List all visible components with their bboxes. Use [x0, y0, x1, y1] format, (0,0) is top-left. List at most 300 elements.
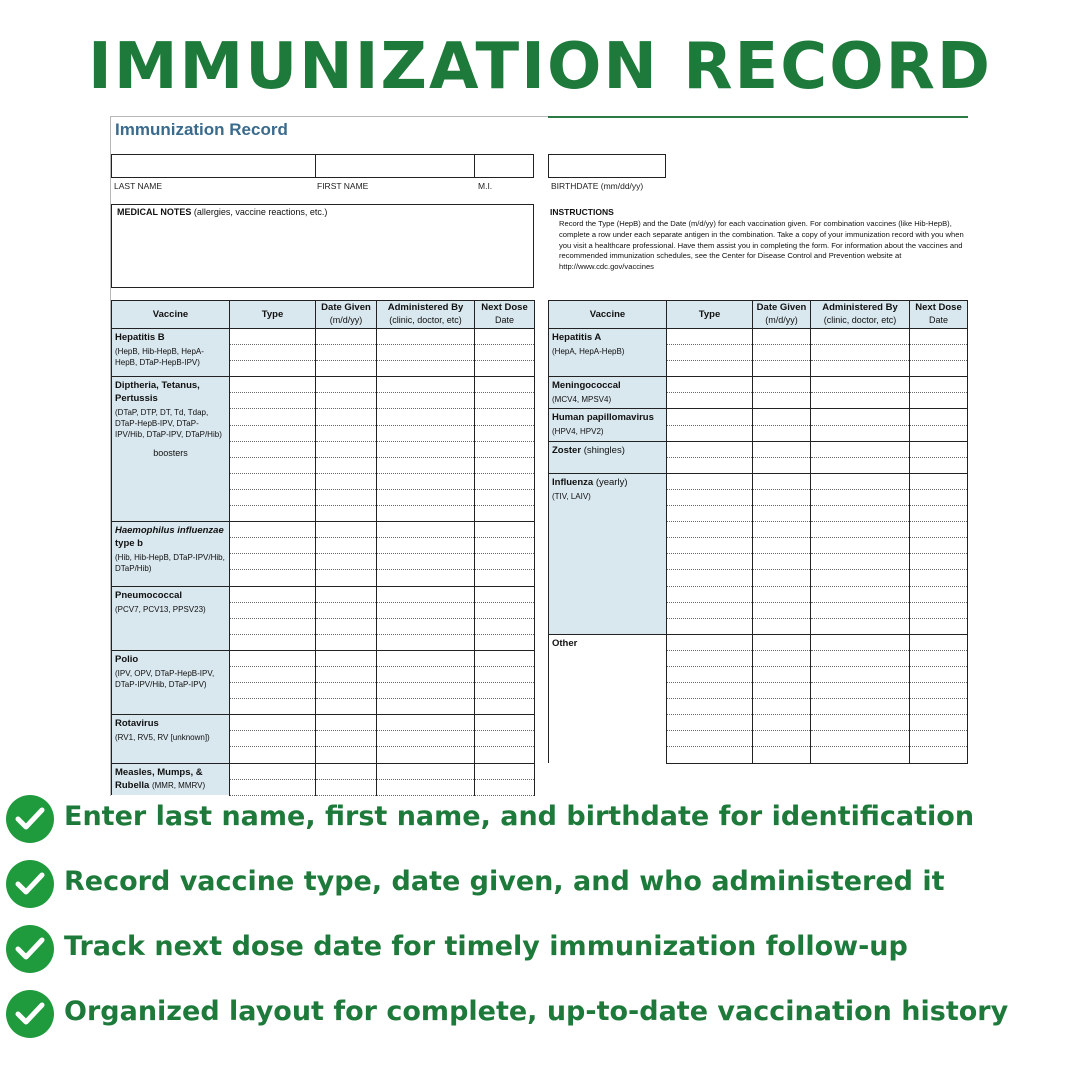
administered-by-cell[interactable]: [377, 361, 475, 377]
date-given-cell[interactable]: [753, 747, 811, 763]
date-given-cell[interactable]: [316, 489, 377, 505]
next-dose-cell[interactable]: [910, 489, 968, 505]
next-dose-cell[interactable]: [475, 329, 535, 345]
next-dose-cell[interactable]: [475, 779, 535, 795]
vaccine-name-text: Human papillomavirus: [552, 412, 654, 424]
next-dose-cell[interactable]: [910, 666, 968, 682]
next-dose-cell[interactable]: [475, 409, 535, 425]
administered-by-cell[interactable]: [811, 425, 910, 441]
next-dose-cell[interactable]: [475, 747, 535, 763]
type-cell[interactable]: [667, 618, 753, 634]
next-dose-cell[interactable]: [910, 586, 968, 602]
date-given-cell[interactable]: [316, 361, 377, 377]
type-cell[interactable]: [667, 473, 753, 489]
administered-by-cell[interactable]: [377, 779, 475, 795]
next-dose-cell[interactable]: [910, 457, 968, 473]
next-dose-cell[interactable]: [910, 329, 968, 345]
administered-by-cell[interactable]: [377, 570, 475, 586]
vaccine-name: [552, 411, 663, 424]
date-given-cell[interactable]: [753, 329, 811, 345]
vaccine-name-text: Hepatitis A: [552, 332, 602, 343]
administered-by-cell[interactable]: [811, 457, 910, 473]
administered-by-cell[interactable]: [377, 457, 475, 473]
mi-field[interactable]: [474, 154, 534, 178]
next-dose-cell[interactable]: [475, 522, 535, 538]
date-given-cell[interactable]: [316, 506, 377, 522]
next-dose-cell[interactable]: [475, 538, 535, 554]
date-given-cell[interactable]: [753, 715, 811, 731]
type-cell[interactable]: [230, 779, 316, 795]
vaccine-name: [115, 653, 226, 666]
date-given-cell[interactable]: [316, 570, 377, 586]
col-administered-by-sub: (clinic, doctor, etc): [823, 315, 897, 325]
date-given-cell[interactable]: [316, 715, 377, 731]
vaccine-abbreviations: (RV1, RV5, RV [unknown]): [115, 733, 210, 743]
date-given-cell[interactable]: [753, 409, 811, 425]
next-dose-cell[interactable]: [910, 618, 968, 634]
type-cell[interactable]: [230, 715, 316, 731]
type-cell[interactable]: [667, 554, 753, 570]
table-row: [112, 586, 535, 602]
next-dose-cell[interactable]: [910, 634, 968, 650]
date-given-cell[interactable]: [753, 683, 811, 699]
administered-by-cell[interactable]: [811, 441, 910, 457]
next-dose-cell[interactable]: [475, 554, 535, 570]
next-dose-cell[interactable]: [910, 425, 968, 441]
next-dose-cell[interactable]: [910, 345, 968, 361]
date-given-cell[interactable]: [753, 489, 811, 505]
administered-by-cell[interactable]: [811, 715, 910, 731]
date-given-cell[interactable]: [316, 441, 377, 457]
next-dose-cell[interactable]: [475, 699, 535, 715]
date-given-cell[interactable]: [316, 731, 377, 747]
vaccine-name-cell: [112, 377, 230, 522]
vaccine-name-cell: [549, 634, 667, 763]
date-given-cell[interactable]: [753, 345, 811, 361]
type-cell[interactable]: [230, 425, 316, 441]
date-given-cell[interactable]: [753, 666, 811, 682]
date-given-cell[interactable]: [753, 361, 811, 377]
type-cell[interactable]: [230, 361, 316, 377]
type-cell[interactable]: [230, 602, 316, 618]
administered-by-cell[interactable]: [377, 731, 475, 747]
administered-by-cell[interactable]: [377, 715, 475, 731]
vaccine-name-cell: [549, 409, 667, 441]
administered-by-cell[interactable]: [811, 650, 910, 666]
administered-by-cell[interactable]: [811, 554, 910, 570]
date-given-cell[interactable]: [316, 554, 377, 570]
next-dose-cell[interactable]: [910, 715, 968, 731]
date-given-cell[interactable]: [316, 650, 377, 666]
administered-by-cell[interactable]: [811, 489, 910, 505]
administered-by-cell[interactable]: [811, 634, 910, 650]
next-dose-cell[interactable]: [910, 377, 968, 393]
date-given-cell[interactable]: [316, 699, 377, 715]
right-table-body: [549, 329, 968, 764]
next-dose-cell[interactable]: [910, 506, 968, 522]
next-dose-cell[interactable]: [475, 377, 535, 393]
vaccine-abbreviations: (MCV4, MPSV4): [552, 395, 612, 405]
date-given-cell[interactable]: [316, 618, 377, 634]
administered-by-cell[interactable]: [811, 522, 910, 538]
col-next-dose-label: Next Dose: [481, 302, 528, 313]
table-row: [112, 650, 535, 666]
type-cell[interactable]: [230, 457, 316, 473]
date-given-cell[interactable]: [316, 457, 377, 473]
type-cell[interactable]: [230, 731, 316, 747]
table-row: [112, 763, 535, 779]
date-given-cell[interactable]: [753, 618, 811, 634]
administered-by-cell[interactable]: [377, 666, 475, 682]
type-cell[interactable]: [230, 618, 316, 634]
next-dose-cell[interactable]: [475, 634, 535, 650]
birthdate-field[interactable]: [548, 154, 666, 178]
type-cell[interactable]: [667, 409, 753, 425]
type-cell[interactable]: [667, 377, 753, 393]
administered-by-cell[interactable]: [811, 361, 910, 377]
administered-by-cell[interactable]: [377, 634, 475, 650]
administered-by-cell[interactable]: [377, 329, 475, 345]
type-cell[interactable]: [230, 329, 316, 345]
type-cell[interactable]: [667, 699, 753, 715]
administered-by-cell[interactable]: [811, 666, 910, 682]
administered-by-cell[interactable]: [377, 377, 475, 393]
col-administered-by: [377, 301, 475, 329]
administered-by-cell[interactable]: [811, 506, 910, 522]
table-row: [112, 715, 535, 731]
type-cell[interactable]: [230, 393, 316, 409]
medical-notes-label: [117, 207, 327, 217]
vaccine-abbreviations: (Hib, Hib-HepB, DTaP-IPV/Hib, DTaP/Hib): [115, 553, 225, 574]
next-dose-cell[interactable]: [475, 602, 535, 618]
type-cell[interactable]: [667, 538, 753, 554]
type-cell[interactable]: [667, 715, 753, 731]
col-administered-by: [811, 301, 910, 329]
date-given-cell[interactable]: [316, 393, 377, 409]
first-name-label: FIRST NAME: [317, 181, 369, 191]
col-type: [667, 301, 753, 329]
vaccine-name-cell: [112, 763, 230, 795]
type-cell[interactable]: [667, 506, 753, 522]
feature-item: [6, 860, 1076, 910]
vaccine-name: [115, 589, 226, 602]
date-given-cell[interactable]: [316, 779, 377, 795]
next-dose-cell[interactable]: [910, 441, 968, 457]
next-dose-cell[interactable]: [910, 699, 968, 715]
next-dose-cell[interactable]: [910, 473, 968, 489]
date-given-cell[interactable]: [316, 425, 377, 441]
instructions-heading: INSTRUCTIONS: [550, 207, 614, 217]
vaccine-name-text: Rotavirus: [115, 718, 159, 730]
col-date-given-label: Date Given: [321, 302, 371, 313]
vaccine-abbreviations: (TIV, LAIV): [552, 491, 591, 501]
administered-by-cell[interactable]: [377, 522, 475, 538]
type-cell[interactable]: [667, 731, 753, 747]
table-row: [549, 441, 968, 457]
administered-by-cell[interactable]: [811, 683, 910, 699]
administered-by-cell[interactable]: [811, 618, 910, 634]
next-dose-cell[interactable]: [475, 489, 535, 505]
administered-by-cell[interactable]: [377, 618, 475, 634]
next-dose-cell[interactable]: [475, 618, 535, 634]
type-cell[interactable]: [230, 473, 316, 489]
next-dose-cell[interactable]: [475, 570, 535, 586]
col-date-given-sub: (m/d/yy): [765, 315, 798, 325]
type-cell[interactable]: [230, 538, 316, 554]
administered-by-cell[interactable]: [811, 473, 910, 489]
type-cell[interactable]: [230, 650, 316, 666]
date-given-cell[interactable]: [316, 763, 377, 779]
administered-by-cell[interactable]: [811, 731, 910, 747]
next-dose-cell[interactable]: [475, 715, 535, 731]
col-vaccine: [112, 301, 230, 329]
next-dose-cell[interactable]: [910, 731, 968, 747]
type-cell[interactable]: [667, 634, 753, 650]
administered-by-cell[interactable]: [811, 602, 910, 618]
type-cell[interactable]: [230, 554, 316, 570]
date-given-cell[interactable]: [753, 699, 811, 715]
date-given-cell[interactable]: [753, 393, 811, 409]
type-cell[interactable]: [667, 361, 753, 377]
next-dose-cell[interactable]: [910, 747, 968, 763]
col-date-given-sub: (m/d/yy): [329, 315, 363, 325]
next-dose-cell[interactable]: [475, 393, 535, 409]
vaccine-name-text: Measles, Mumps, & Rubella: [115, 766, 203, 791]
last-name-label: LAST NAME: [114, 181, 163, 191]
type-cell[interactable]: [667, 489, 753, 505]
type-cell[interactable]: [667, 393, 753, 409]
administered-by-cell[interactable]: [811, 329, 910, 345]
next-dose-cell[interactable]: [910, 570, 968, 586]
next-dose-cell[interactable]: [475, 731, 535, 747]
feature-text: Enter last name, first name, and birthdate for identification: [64, 801, 975, 832]
vaccine-name-suffix: (shingles): [583, 444, 625, 456]
date-given-cell[interactable]: [316, 538, 377, 554]
vaccine-name-text: Hepatitis B: [115, 332, 165, 343]
vaccine-abbreviations: (PCV7, PCV13, PPSV23): [115, 604, 206, 614]
administered-by-cell[interactable]: [811, 699, 910, 715]
type-cell[interactable]: [667, 329, 753, 345]
administered-by-cell[interactable]: [377, 747, 475, 763]
administered-by-cell[interactable]: [377, 345, 475, 361]
type-cell[interactable]: [667, 602, 753, 618]
left-vaccine-table: [111, 300, 535, 796]
type-cell[interactable]: [230, 489, 316, 505]
date-given-cell[interactable]: [316, 345, 377, 361]
type-cell[interactable]: [230, 586, 316, 602]
next-dose-cell[interactable]: [475, 457, 535, 473]
date-given-cell[interactable]: [316, 747, 377, 763]
type-cell[interactable]: [230, 377, 316, 393]
administered-by-cell[interactable]: [377, 586, 475, 602]
next-dose-cell[interactable]: [475, 441, 535, 457]
type-cell[interactable]: [230, 699, 316, 715]
next-dose-cell[interactable]: [475, 666, 535, 682]
col-next-dose: [475, 301, 535, 329]
date-given-cell[interactable]: [753, 650, 811, 666]
administered-by-cell[interactable]: [377, 763, 475, 779]
form-border-top: [110, 116, 548, 117]
type-cell[interactable]: [667, 747, 753, 763]
type-cell[interactable]: [667, 522, 753, 538]
administered-by-cell[interactable]: [811, 538, 910, 554]
date-given-cell[interactable]: [316, 473, 377, 489]
date-given-cell[interactable]: [753, 634, 811, 650]
date-given-cell[interactable]: [316, 409, 377, 425]
next-dose-cell[interactable]: [475, 345, 535, 361]
date-given-cell[interactable]: [316, 522, 377, 538]
vaccine-name-suffix: (yearly): [595, 476, 628, 488]
administered-by-cell[interactable]: [377, 489, 475, 505]
next-dose-cell[interactable]: [910, 538, 968, 554]
feature-text: Track next dose date for timely immunization follow-up: [64, 931, 908, 962]
type-cell[interactable]: [667, 586, 753, 602]
type-cell[interactable]: [230, 634, 316, 650]
date-given-cell[interactable]: [316, 683, 377, 699]
date-given-cell[interactable]: [753, 538, 811, 554]
type-cell[interactable]: [230, 763, 316, 779]
date-given-cell[interactable]: [753, 441, 811, 457]
administered-by-cell[interactable]: [811, 345, 910, 361]
administered-by-cell[interactable]: [377, 699, 475, 715]
date-given-cell[interactable]: [316, 666, 377, 682]
vaccine-name-cell: [549, 473, 667, 634]
next-dose-cell[interactable]: [910, 554, 968, 570]
administered-by-cell[interactable]: [377, 554, 475, 570]
mi-label: M.I.: [478, 181, 493, 191]
administered-by-cell[interactable]: [377, 650, 475, 666]
last-name-field[interactable]: [111, 154, 316, 178]
banner-title: IMMUNIZATION RECORD: [88, 30, 992, 104]
vaccine-abbreviations: (HepA, HepA-HepB): [552, 347, 625, 356]
administered-by-cell[interactable]: [377, 409, 475, 425]
type-cell[interactable]: [667, 570, 753, 586]
date-given-cell[interactable]: [753, 554, 811, 570]
date-given-cell[interactable]: [753, 425, 811, 441]
vaccine-name-cell: [112, 522, 230, 586]
next-dose-cell[interactable]: [475, 683, 535, 699]
vaccine-name-text: Haemophilus influenzae: [115, 525, 224, 537]
type-cell[interactable]: [230, 506, 316, 522]
administered-by-cell[interactable]: [811, 747, 910, 763]
type-cell[interactable]: [230, 570, 316, 586]
vaccine-abbreviations: (HepB, Hib-HepB, HepA-HepB, DTaP-HepB-IPV): [115, 347, 204, 367]
type-cell[interactable]: [230, 683, 316, 699]
next-dose-cell[interactable]: [475, 425, 535, 441]
type-cell[interactable]: [667, 666, 753, 682]
col-administered-by-sub: (clinic, doctor, etc): [389, 315, 462, 325]
administered-by-cell[interactable]: [377, 506, 475, 522]
date-given-cell[interactable]: [316, 634, 377, 650]
next-dose-cell[interactable]: [910, 683, 968, 699]
vaccine-name-cell: [112, 586, 230, 650]
col-type-label: Type: [261, 308, 284, 320]
administered-by-cell[interactable]: [377, 473, 475, 489]
administered-by-cell[interactable]: [377, 425, 475, 441]
type-cell[interactable]: [230, 345, 316, 361]
feature-item: [6, 990, 1076, 1040]
type-cell[interactable]: [230, 441, 316, 457]
vaccine-name: [115, 331, 226, 344]
next-dose-cell[interactable]: [910, 393, 968, 409]
type-cell[interactable]: [667, 441, 753, 457]
date-given-cell[interactable]: [753, 377, 811, 393]
type-cell[interactable]: [667, 457, 753, 473]
next-dose-cell[interactable]: [475, 650, 535, 666]
date-given-cell[interactable]: [316, 377, 377, 393]
col-next-dose-sub: Date: [928, 315, 948, 325]
next-dose-cell[interactable]: [910, 650, 968, 666]
administered-by-cell[interactable]: [811, 377, 910, 393]
administered-by-cell[interactable]: [377, 441, 475, 457]
first-name-field[interactable]: [315, 154, 475, 178]
vaccine-name: [115, 524, 226, 550]
next-dose-cell[interactable]: [475, 473, 535, 489]
next-dose-cell[interactable]: [475, 763, 535, 779]
administered-by-cell[interactable]: [377, 683, 475, 699]
administered-by-cell[interactable]: [377, 393, 475, 409]
date-given-cell[interactable]: [316, 329, 377, 345]
check-circle-icon: [6, 925, 54, 973]
next-dose-cell[interactable]: [910, 522, 968, 538]
administered-by-cell[interactable]: [811, 570, 910, 586]
vaccine-name-cell: [112, 650, 230, 714]
next-dose-cell[interactable]: [475, 586, 535, 602]
date-given-cell[interactable]: [753, 506, 811, 522]
table-row: [112, 329, 535, 345]
col-vaccine: [549, 301, 667, 329]
next-dose-cell[interactable]: [910, 361, 968, 377]
birthdate-label: BIRTHDATE (mm/dd/yy): [551, 181, 644, 191]
date-given-cell[interactable]: [753, 731, 811, 747]
type-cell[interactable]: [667, 425, 753, 441]
vaccine-name-cell: [549, 441, 667, 473]
type-cell[interactable]: [230, 409, 316, 425]
date-given-cell[interactable]: [753, 473, 811, 489]
vaccine-abbreviations: (MMR, MMRV): [151, 780, 206, 790]
administered-by-cell[interactable]: [377, 602, 475, 618]
vaccine-booster-label: boosters: [153, 448, 188, 459]
next-dose-cell[interactable]: [910, 602, 968, 618]
col-type-label: Type: [698, 308, 721, 320]
administered-by-cell[interactable]: [811, 409, 910, 425]
date-given-cell[interactable]: [316, 602, 377, 618]
type-cell[interactable]: [230, 522, 316, 538]
administered-by-cell[interactable]: [811, 586, 910, 602]
type-cell[interactable]: [667, 683, 753, 699]
type-cell[interactable]: [230, 747, 316, 763]
administered-by-cell[interactable]: [811, 393, 910, 409]
next-dose-cell[interactable]: [910, 409, 968, 425]
instructions-text: Record the Type (HepB) and the Date (m/d/yy) for each vaccination given. For combination vaccines (like Hib-HepB), complete a row under each separate antigen in the combination. Take a copy of your immunization record with you when you visit a healthcare professional. Have them assist you in completing the form. For information about the vaccines and recommended immunization schedules, see the Center for Disease Control and Prevention website at http://www.cdc.gov/vaccines: [559, 219, 964, 272]
date-given-cell[interactable]: [753, 570, 811, 586]
date-given-cell[interactable]: [316, 586, 377, 602]
vaccine-name-text: Polio: [115, 653, 139, 665]
next-dose-cell[interactable]: [475, 361, 535, 377]
next-dose-cell[interactable]: [475, 506, 535, 522]
date-given-cell[interactable]: [753, 522, 811, 538]
date-given-cell[interactable]: [753, 457, 811, 473]
administered-by-cell[interactable]: [377, 538, 475, 554]
type-cell[interactable]: [667, 345, 753, 361]
type-cell[interactable]: [667, 650, 753, 666]
col-next-dose: [910, 301, 968, 329]
col-date-given: [316, 301, 377, 329]
check-circle-icon: [6, 860, 54, 908]
date-given-cell[interactable]: [753, 602, 811, 618]
date-given-cell[interactable]: [753, 586, 811, 602]
type-cell[interactable]: [230, 666, 316, 682]
